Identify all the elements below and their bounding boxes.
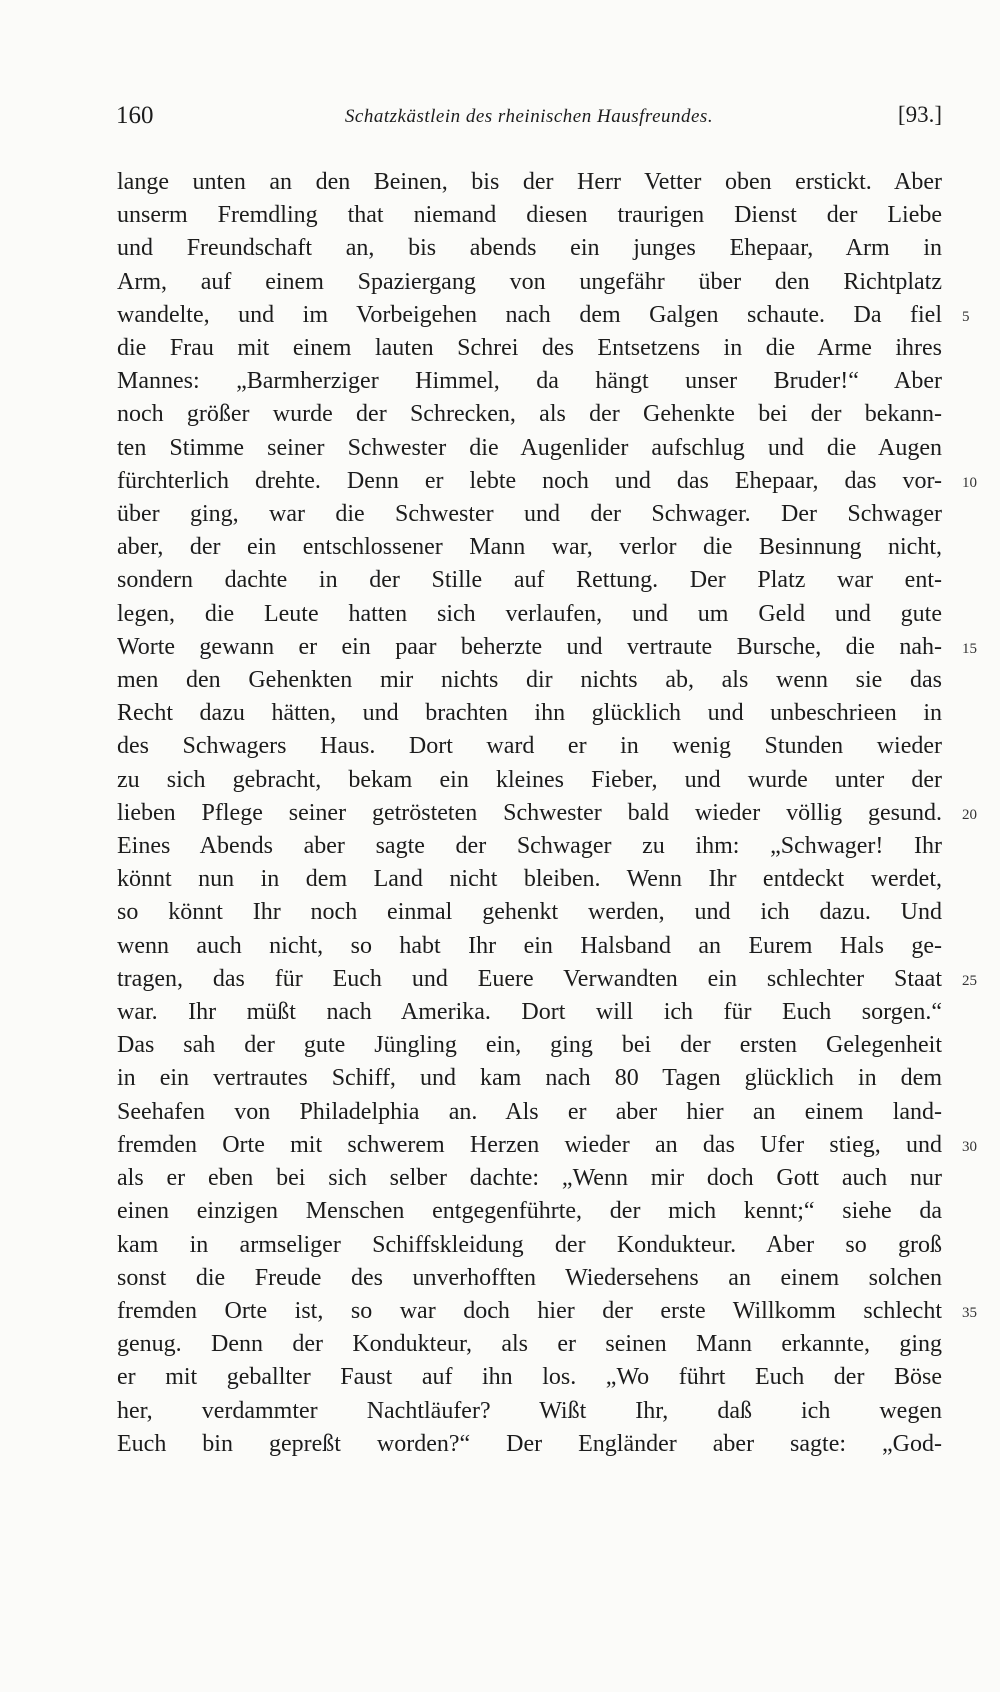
text-line (117, 598, 942, 631)
text-line (117, 1096, 942, 1129)
line-text: wenn auch nicht, so habt Ihr ein Halsband an Eurem Hals ge- (117, 932, 942, 959)
text-line (117, 896, 942, 929)
text-line (117, 498, 942, 531)
line-text: so könnt Ihr noch einmal gehenkt werden, und ich dazu. Und (117, 899, 942, 926)
line-text: lange unten an den Beinen, bis der Herr Vetter oben erstickt. Aber (117, 169, 942, 195)
line-text: Worte gewann er ein paar beherzte und vertraute Bursche, die nah- (117, 633, 942, 660)
line-text: zu sich gebracht, bekam ein kleines Fieber, und wurde unter der (117, 766, 942, 793)
text-line (117, 199, 942, 232)
line-text: Das sah der gute Jüngling ein, ging bei der ersten Gelegenheit (117, 1032, 942, 1059)
text-line (117, 332, 942, 365)
line-text: und Freundschaft an, bis abends ein junges Ehepaar, Arm in (117, 235, 942, 262)
text-line (117, 166, 942, 199)
line-text: Euch bin gepreßt worden?“ Der Engländer aber sagte: „God- (117, 1430, 942, 1457)
section-number: [93.] (897, 102, 942, 127)
text-line (117, 1395, 942, 1428)
line-text: genug. Denn der Kondukteur, als er seinen Mann erkannte, ging (117, 1331, 942, 1358)
line-number: 25 (962, 972, 977, 989)
line-text: sondern dachte in der Stille auf Rettung. Der Platz war ent- (117, 567, 942, 594)
line-text: in ein vertrautes Schiff, und kam nach 80 Tagen glücklich in dem (117, 1065, 942, 1092)
running-title: Schatzkästlein des rheinischen Hausfreundes. (344, 106, 714, 127)
line-number: 20 (962, 806, 977, 823)
page-number: 160 (116, 102, 154, 129)
line-text: er mit geballter Faust auf ihn los. „Wo führt Euch der Böse (117, 1364, 942, 1391)
text-line (117, 1029, 942, 1062)
text-line (117, 664, 942, 697)
line-text: lieben Pflege seiner getrösteten Schwester bald wieder völlig gesund. (117, 799, 942, 826)
text-line (117, 365, 942, 398)
line-text: des Schwagers Haus. Dort ward er in wenig Stunden wieder (117, 733, 942, 760)
line-text: Eines Abends aber sagte der Schwager zu ihm: „Schwager! Ihr (117, 833, 942, 860)
line-text: noch größer wurde der Schrecken, als der Gehenkte bei der bekann- (117, 401, 942, 428)
line-text: fremden Orte mit schwerem Herzen wieder an das Ufer stieg, und (117, 1131, 942, 1158)
line-text: aber, der ein entschlossener Mann war, verlor die Besinnung nicht, (117, 534, 942, 561)
text-line (117, 830, 942, 863)
text-line (117, 232, 942, 265)
text-line (117, 1229, 942, 1262)
line-text: könnt nun in dem Land nicht bleiben. Wenn Ihr entdeckt werdet, (117, 866, 942, 893)
text-line (117, 730, 942, 763)
text-line (117, 1129, 977, 1162)
line-text: Recht dazu hätten, und brachten ihn glücklich und unbeschrieen in (117, 700, 942, 727)
text-line (117, 1295, 977, 1328)
text-line (117, 1328, 942, 1361)
text-line (117, 1062, 942, 1095)
text-line (117, 1162, 942, 1195)
line-number: 5 (962, 308, 970, 325)
line-text: legen, die Leute hatten sich verlaufen, und um Geld und gute (117, 600, 942, 627)
text-line (117, 930, 942, 963)
line-number: 30 (962, 1138, 977, 1155)
text-line (117, 465, 977, 498)
line-text: tragen, das für Euch und Euere Verwandten ein schlechter Staat (117, 965, 942, 992)
text-line (117, 1262, 942, 1295)
line-text: fürchterlich drehte. Denn er lebte noch und das Ehepaar, das vor- (117, 467, 942, 494)
text-line (117, 863, 942, 896)
line-text: als er eben bei sich selber dachte: „Wenn mir doch Gott auch nur (117, 1165, 942, 1192)
text-line (117, 564, 942, 597)
text-line (117, 398, 942, 431)
text-line (117, 797, 977, 830)
line-text: die Frau mit einem lauten Schrei des Entsetzens in die Arme ihres (117, 335, 942, 362)
line-text: über ging, war die Schwester und der Schwager. Der Schwager (117, 501, 942, 528)
text-line (117, 631, 977, 664)
text-line (117, 432, 942, 465)
text-line (117, 996, 942, 1029)
text-line (117, 266, 942, 299)
line-text: men den Gehenkten mir nichts dir nichts ab, als wenn sie das (117, 667, 942, 694)
line-number: 10 (962, 474, 977, 491)
line-text: Arm, auf einem Spaziergang von ungefähr über den Richtplatz (117, 268, 942, 295)
line-text: unserm Fremdling that niemand diesen traurigen Dienst der Liebe (117, 202, 942, 229)
line-number: 35 (962, 1304, 977, 1321)
line-text: ten Stimme seiner Schwester die Augenlider aufschlug und die Augen (117, 434, 942, 461)
text-line (117, 1428, 942, 1461)
line-text: Mannes: „Barmherziger Himmel, da hängt unser Bruder!“ Aber (117, 368, 942, 395)
line-text: Seehafen von Philadelphia an. Als er aber hier an einem land- (117, 1098, 942, 1125)
text-line (117, 299, 970, 332)
line-text: kam in armseliger Schiffskleidung der Kondukteur. Aber so groß (117, 1231, 942, 1258)
line-text: her, verdammter Nachtläufer? Wißt Ihr, daß ich wegen (117, 1397, 942, 1424)
page-header (116, 102, 942, 136)
body-text (117, 166, 977, 1461)
text-line (117, 1195, 942, 1228)
line-text: sonst die Freude des unverhofften Wiedersehens an einem solchen (117, 1264, 942, 1291)
line-number: 15 (962, 640, 977, 657)
text-line (117, 697, 942, 730)
line-text: einen einzigen Menschen entgegenführte, der mich kennt;“ siehe da (117, 1198, 942, 1225)
text-line (117, 963, 977, 996)
text-line (117, 1361, 942, 1394)
line-text: war. Ihr müßt nach Amerika. Dort will ich für Euch sorgen.“ (117, 999, 942, 1026)
text-line (117, 764, 942, 797)
text-line (117, 531, 942, 564)
line-text: fremden Orte ist, so war doch hier der erste Willkomm schlecht (117, 1297, 942, 1324)
line-text: wandelte, und im Vorbeigehen nach dem Galgen schaute. Da fiel (117, 301, 942, 328)
